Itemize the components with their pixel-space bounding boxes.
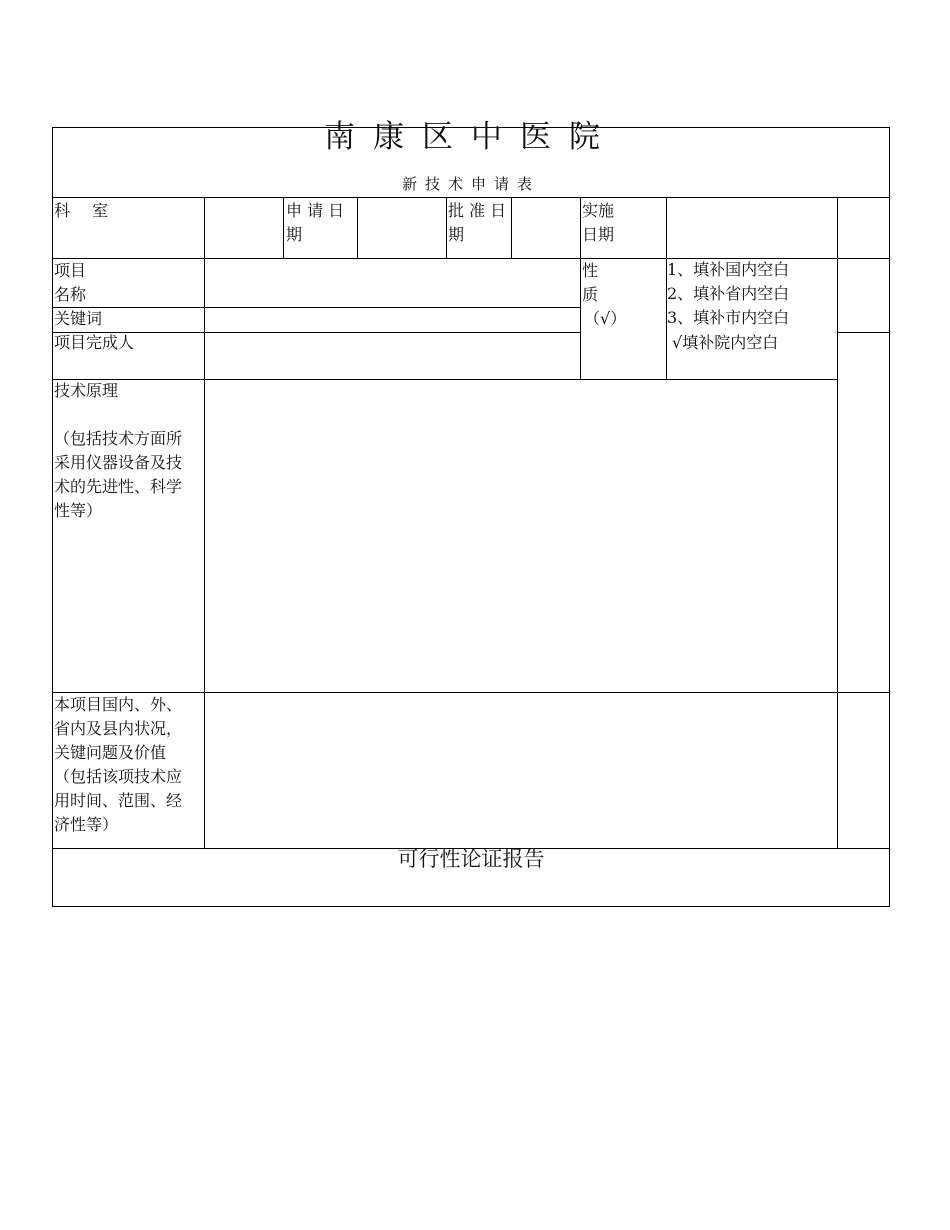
line-v4 (446, 197, 447, 258)
implement-date-label-1: 实施 (582, 201, 615, 220)
department-field[interactable] (208, 199, 280, 255)
principle-label-3: （包括技术方面所 (54, 429, 183, 448)
border-bottom (52, 906, 890, 907)
status-label-5: 用时间、范围、经 (54, 791, 183, 810)
approve-date-field[interactable] (515, 199, 577, 255)
apply-date-label-1: 申 请 日 (286, 201, 345, 220)
line-label-col (204, 197, 205, 848)
line-rightcol-split (837, 332, 889, 333)
nature-label-2: 质 (582, 285, 599, 304)
border-right (889, 127, 890, 907)
apply-date-field[interactable] (361, 199, 443, 255)
approve-date-label-1: 批 准 日 (448, 201, 507, 220)
nature-label-1: 性 (582, 261, 599, 280)
principle-label-6: 性等） (54, 501, 103, 520)
completer-field[interactable] (208, 334, 576, 377)
line-v5 (511, 197, 512, 258)
hospital-name: 南康区中医院 (324, 119, 618, 155)
nature-option-3[interactable]: 3、填补市内空白 (667, 308, 790, 327)
nature-option-2[interactable]: 2、填补省内空白 (667, 284, 790, 303)
status-label-2: 省内及县内状况， (54, 719, 183, 738)
keywords-label: 关键词 (54, 309, 103, 328)
principle-label-4: 采用仪器设备及技 (54, 453, 183, 472)
implement-date-field[interactable] (670, 199, 834, 255)
apply-date-label-2: 期 (286, 225, 303, 244)
line-name-bottom (52, 307, 580, 308)
approve-date-label-2: 期 (448, 225, 465, 244)
department-label: 科 室 (54, 201, 113, 220)
principle-field[interactable] (208, 382, 834, 688)
line-v2 (283, 197, 284, 258)
status-field[interactable] (208, 695, 834, 845)
project-name-field[interactable] (208, 261, 576, 305)
form-title: 新技术申请表 (401, 175, 540, 193)
line-v6 (580, 197, 581, 379)
line-principle-top (52, 379, 837, 380)
line-v3 (357, 197, 358, 258)
principle-label-1: 技术原理 (54, 381, 119, 400)
feasibility-title: 可行性论证报告 (397, 847, 545, 871)
application-form (52, 119, 890, 907)
completer-label: 项目完成人 (54, 333, 135, 352)
status-label-1: 本项目国内、外、 (54, 695, 183, 714)
principle-label-5: 术的先进性、科学 (54, 477, 183, 496)
project-name-label-1: 项目 (54, 261, 87, 280)
keywords-field[interactable] (208, 309, 576, 331)
status-label-6: 济性等） (54, 815, 119, 834)
project-name-label-2: 名称 (54, 285, 87, 304)
nature-option-1[interactable]: 1、填补国内空白 (667, 260, 790, 279)
status-label-4: （包括该项技术应 (54, 767, 183, 786)
line-row1-top (52, 197, 890, 198)
implement-date-label-2: 日期 (582, 225, 615, 244)
line-v8 (837, 197, 838, 848)
border-left (52, 127, 53, 907)
status-label-3: 关键问题及价值 (54, 743, 167, 762)
nature-option-4[interactable]: √填补院内空白 (672, 333, 779, 352)
nature-label-3: （√） (584, 309, 627, 328)
